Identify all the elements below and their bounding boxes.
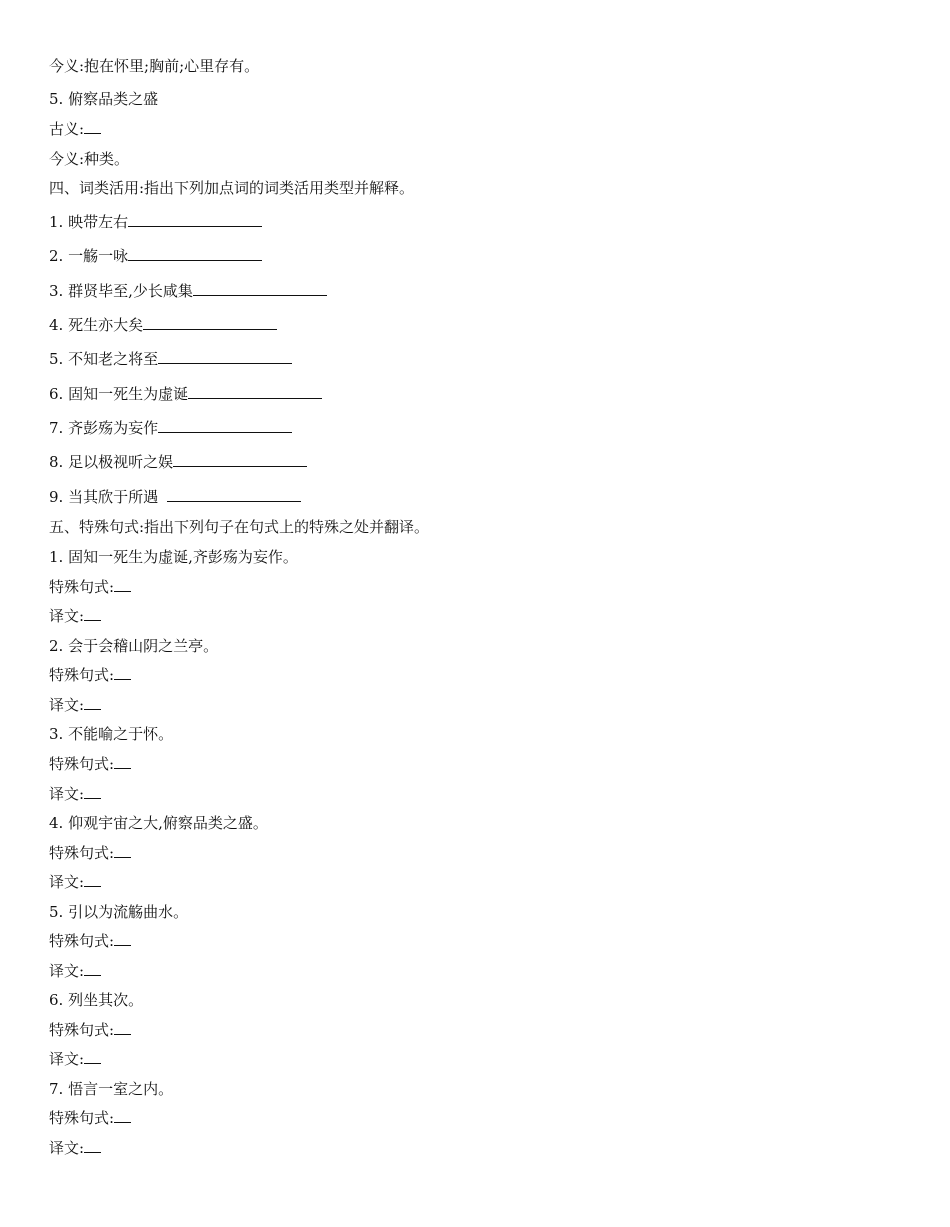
guyi-row xyxy=(49,119,101,139)
s5-item-1-form xyxy=(49,577,131,597)
s4-item-1-blank[interactable] xyxy=(128,212,262,227)
s4-item-4 xyxy=(49,315,277,335)
s4-item-6-blank[interactable] xyxy=(188,384,322,399)
s5-item-1-sentence: 1. 固知一死生为虚诞,齐彭殇为妄作。 xyxy=(49,548,298,566)
guyi-label: 古义: xyxy=(49,120,85,138)
translation-blank[interactable] xyxy=(84,784,101,799)
translation-blank[interactable] xyxy=(84,1049,101,1064)
s5-item-5-form xyxy=(49,931,131,951)
s4-item-7-blank[interactable] xyxy=(158,418,292,433)
form-blank[interactable] xyxy=(114,843,131,858)
s5-item-7-form xyxy=(49,1108,131,1128)
form-label: 特殊句式: xyxy=(49,578,115,596)
s5-item-5-translation xyxy=(49,961,101,981)
s4-item-3 xyxy=(49,281,327,301)
s4-item-3-text: 3. 群贤毕至,少长咸集 xyxy=(49,282,193,300)
form-blank[interactable] xyxy=(114,1020,131,1035)
s5-item-4-translation xyxy=(49,872,101,892)
s5-item-6-form xyxy=(49,1020,131,1040)
form-label: 特殊句式: xyxy=(49,844,115,862)
s4-item-5-blank[interactable] xyxy=(158,349,292,364)
s5-item-2-sentence: 2. 会于会稽山阴之兰亭。 xyxy=(49,637,219,655)
translation-blank[interactable] xyxy=(84,961,101,976)
translation-blank[interactable] xyxy=(84,695,101,710)
section-4-heading: 四、词类活用:指出下列加点词的词类活用类型并解释。 xyxy=(49,179,415,197)
s5-item-2-translation xyxy=(49,695,101,715)
s5-item-6-translation xyxy=(49,1049,101,1069)
s5-item-3-translation xyxy=(49,784,101,804)
section-5-heading: 五、特殊句式:指出下列句子在句式上的特殊之处并翻译。 xyxy=(49,518,430,536)
item-5-sentence: 5. 俯察品类之盛 xyxy=(49,90,159,108)
s4-item-1-text: 1. 映带左右 xyxy=(49,213,129,231)
translation-label: 译文: xyxy=(49,1050,85,1068)
form-label: 特殊句式: xyxy=(49,1109,115,1127)
translation-label: 译文: xyxy=(49,1139,85,1157)
s4-item-4-blank[interactable] xyxy=(143,315,277,330)
s5-item-7-sentence: 7. 悟言一室之内。 xyxy=(49,1080,174,1098)
translation-label: 译文: xyxy=(49,962,85,980)
translation-blank[interactable] xyxy=(84,1138,101,1153)
s4-item-5 xyxy=(49,349,292,369)
form-blank[interactable] xyxy=(114,931,131,946)
s4-item-2-text: 2. 一觞一咏 xyxy=(49,247,129,265)
s4-item-9-blank[interactable] xyxy=(167,487,301,502)
s5-item-7-translation xyxy=(49,1138,101,1158)
translation-label: 译文: xyxy=(49,873,85,891)
s5-item-1-translation xyxy=(49,606,101,626)
s4-item-9 xyxy=(49,487,301,507)
guyi-blank[interactable] xyxy=(84,119,101,134)
form-blank[interactable] xyxy=(114,1108,131,1123)
s4-item-2 xyxy=(49,246,262,266)
form-blank[interactable] xyxy=(114,754,131,769)
translation-label: 译文: xyxy=(49,785,85,803)
s4-item-1 xyxy=(49,212,262,232)
s4-item-2-blank[interactable] xyxy=(128,246,262,261)
form-label: 特殊句式: xyxy=(49,1021,115,1039)
s5-item-3-form xyxy=(49,754,131,774)
translation-label: 译文: xyxy=(49,607,85,625)
s4-item-6-text: 6. 固知一死生为虚诞 xyxy=(49,385,189,403)
s5-item-5-sentence: 5. 引以为流觞曲水。 xyxy=(49,903,189,921)
translation-blank[interactable] xyxy=(84,872,101,887)
s5-item-4-sentence: 4. 仰观宇宙之大,俯察品类之盛。 xyxy=(49,814,268,832)
translation-blank[interactable] xyxy=(84,606,101,621)
s4-item-8 xyxy=(49,452,307,472)
s5-item-6-sentence: 6. 列坐其次。 xyxy=(49,991,144,1009)
form-label: 特殊句式: xyxy=(49,666,115,684)
s4-item-7 xyxy=(49,418,292,438)
s4-item-5-text: 5. 不知老之将至 xyxy=(49,350,159,368)
form-blank[interactable] xyxy=(114,577,131,592)
jinyi-definition-1: 今义:抱在怀里;胸前;心里存有。 xyxy=(49,57,260,75)
s5-item-2-form xyxy=(49,665,131,685)
form-blank[interactable] xyxy=(114,665,131,680)
s4-item-7-text: 7. 齐彭殇为妄作 xyxy=(49,419,159,437)
s4-item-8-text: 8. 足以极视听之娱 xyxy=(49,453,174,471)
s4-item-3-blank[interactable] xyxy=(193,281,327,296)
s4-item-9-text: 9. 当其欣于所遇 xyxy=(49,488,159,506)
form-label: 特殊句式: xyxy=(49,755,115,773)
s4-item-6 xyxy=(49,384,322,404)
s4-item-4-text: 4. 死生亦大矣 xyxy=(49,316,144,334)
translation-label: 译文: xyxy=(49,696,85,714)
s5-item-4-form xyxy=(49,843,131,863)
s5-item-3-sentence: 3. 不能喻之于怀。 xyxy=(49,725,174,743)
jinyi-definition-2: 今义:种类。 xyxy=(49,150,130,168)
form-label: 特殊句式: xyxy=(49,932,115,950)
s4-item-8-blank[interactable] xyxy=(173,452,307,467)
